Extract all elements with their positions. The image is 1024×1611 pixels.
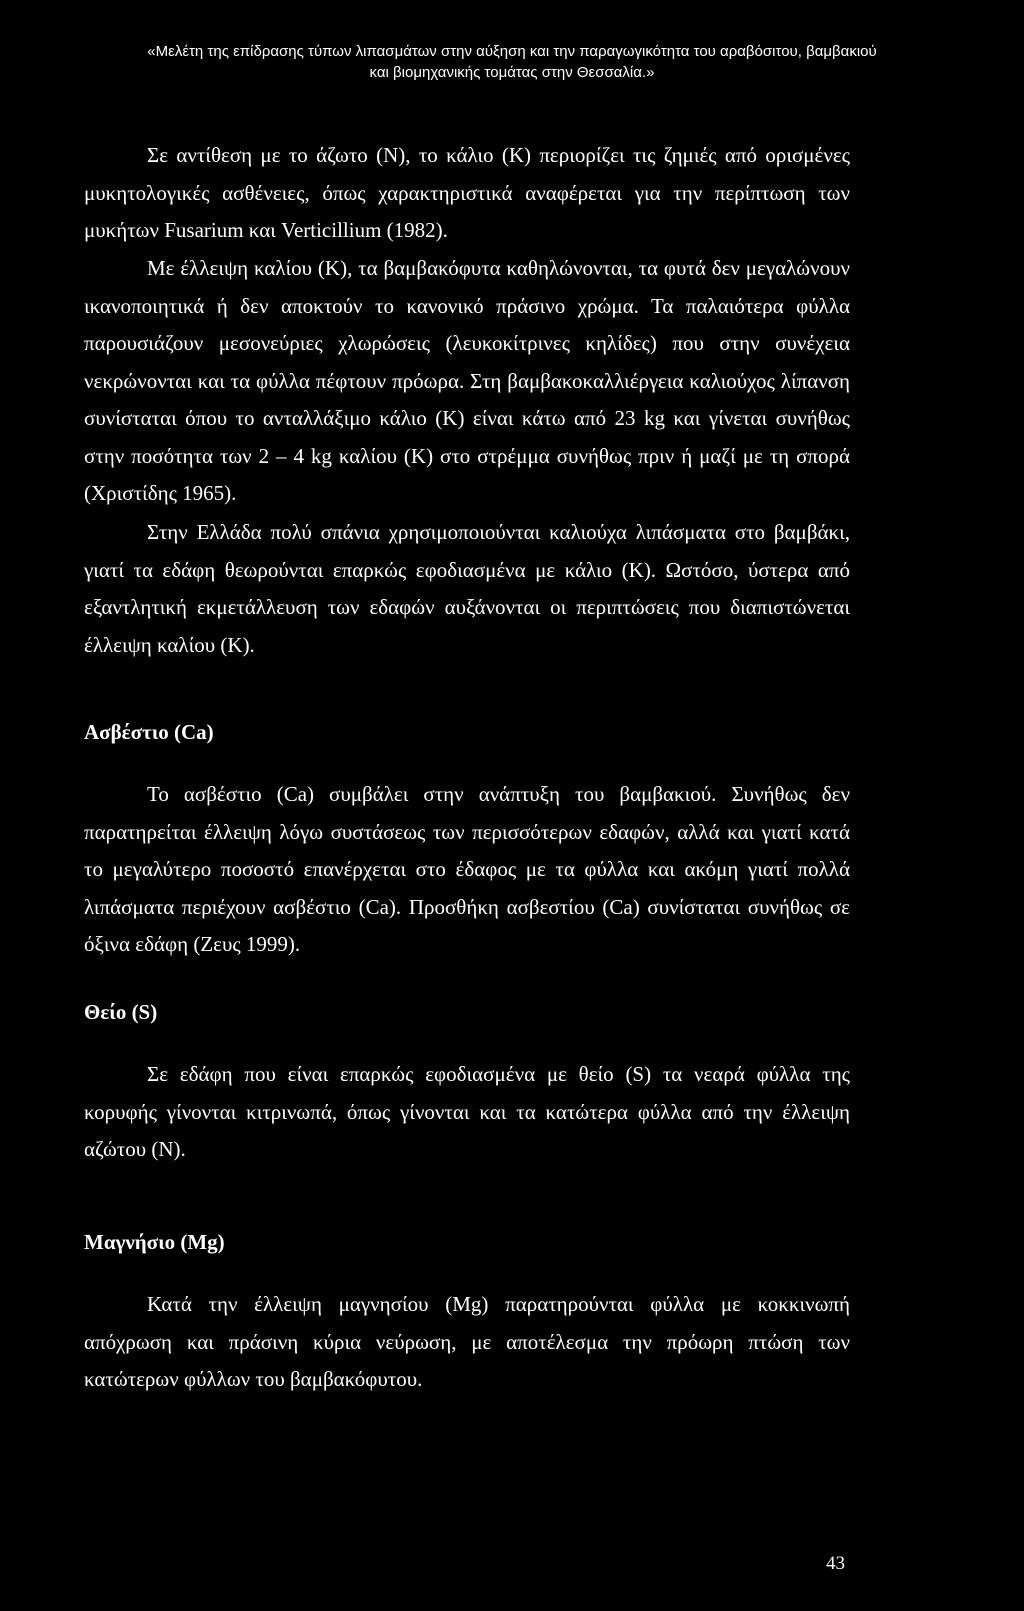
heading-sulfur: Θείο (S): [84, 1000, 158, 1024]
paragraph-potassium-diseases: Σε αντίθεση με το άζωτο (Ν), το κάλιο (Κ) περιορίζει τις ζημιές από ορισμένες μυκητολογικές ασθένειες, όπως χαρακτηριστικά αναφέρεται για την περίπτωση των μυκήτων Fusarium και Verticillium (1982).: [84, 143, 850, 242]
paragraph-calcium: Το ασβέστιο (Ca) συμβάλει στην ανάπτυξη του βαμβακιού. Συνήθως δεν παρατηρείται έλλειψη λόγω συστάσεως των περισσότερων εδαφών, αλλά και γιατί κατά το μεγαλύτερο ποσοστό επανέρχεται στο έδαφος με τα φύλλα και ακόμη γιατί πολλά λιπάσματα περιέχουν ασβέστιο (Ca). Προσθήκη ασβεστίου (Ca) συνίσταται συνήθως σε όξινα εδάφη (Ζευς 1999).: [84, 782, 850, 956]
heading-magnesium: Μαγνήσιο (Mg): [84, 1230, 225, 1254]
page-number: 43: [826, 1553, 845, 1574]
paragraph-magnesium: Κατά την έλλειψη μαγνησίου (Mg) παρατηρούνται φύλλα με κοκκινωπή απόχρωση και πράσινη κύρια νεύρωση, με αποτέλεσμα την πρόωρη πτώση των κατώτερων φύλλων του βαμβακόφυτου.: [84, 1292, 850, 1391]
paragraph-potassium-greece: Στην Ελλάδα πολύ σπάνια χρησιμοποιούνται καλιούχα λιπάσματα στο βαμβάκι, γιατί τα εδάφη θεωρούνται επαρκώς εφοδιασμένα με κάλιο (Κ). Ωστόσο, ύστερα από εξαντλητική εκμετάλλευση των εδαφών αυξάνονται οι περιπτώσεις που διαπιστώνεται έλλειψη καλίου (Κ).: [84, 520, 850, 657]
paragraph-potassium-deficiency: Με έλλειψη καλίου (Κ), τα βαμβακόφυτα καθηλώνονται, τα φυτά δεν μεγαλώνουν ικανοποιητικά ή δεν αποκτούν το κανονικό πράσινο χρώμα. Τα παλαιότερα φύλλα παρουσιάζουν μεσονεύριες χλωρώσεις (λευκοκίτρινες κηλίδες) που στην συνέχεια νεκρώνονται και τα φύλλα πέφτουν πρόωρα. Στη βαμβακοκαλλιέργεια καλιούχος λίπανση συνίσταται όπου το ανταλλάξιμο κάλιο (Κ) είναι κάτω από 23 kg και γίνεται συνήθως στην ποσότητα των 2 – 4 kg καλίου (Κ) στο στρέμμα συνήθως πριν ή μαζί με τη σπορά (Χριστίδης 1965).: [84, 256, 850, 505]
heading-calcium: Ασβέστιο (Ca): [84, 720, 214, 744]
running-header: «Μελέτη της επίδρασης τύπων λιπασμάτων στην αύξηση και την παραγωγικότητα του αραβόσιτου, βαμβακιού και βιομηχανικής τομάτας στην Θεσσαλία.»: [147, 43, 877, 81]
paragraph-sulfur: Σε εδάφη που είναι επαρκώς εφοδιασμένα με θείο (S) τα νεαρά φύλλα της κορυφής γίνονται κιτρινωπά, όπως γίνονται και τα κατώτερα φύλλα από την έλλειψη αζώτου (Ν).: [84, 1062, 850, 1161]
